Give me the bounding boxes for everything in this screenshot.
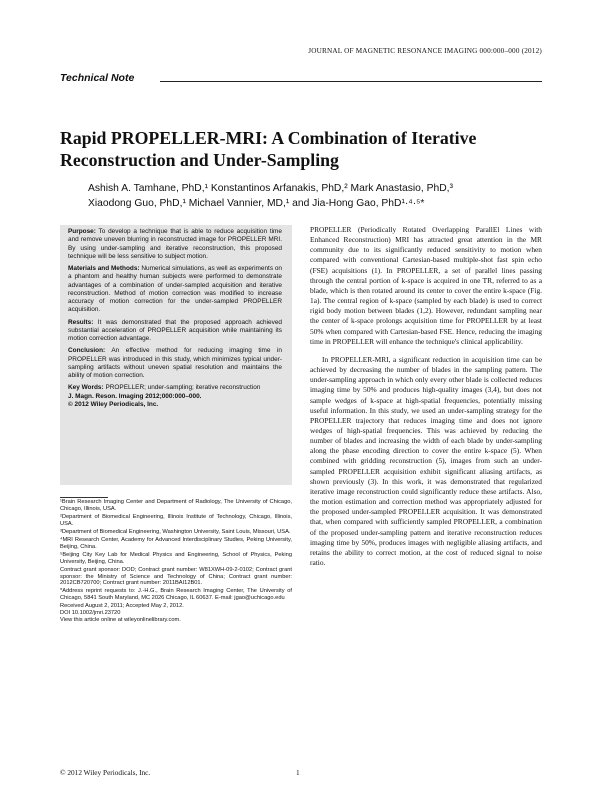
conclusion-label: Conclusion: [68,347,106,355]
conclusion-text: An effective method for reducing imaging time in PROPELLER was introduced in this study, which minimizes typical under-sampling artifacts without uneven spatial resolution and maintains the ability of motion correction. [68,347,282,379]
footnote: ¹Brain Research Imaging Center and Department of Radiology, The University of Chicago, Chicago, Illinois, USA. [60,499,292,512]
section-label: Technical Note [60,72,135,84]
abstract-copyright: © 2012 Wiley Periodicals, Inc. [68,400,159,408]
abstract-methods [68,265,282,315]
page-number: 1 [296,768,300,777]
abstract-keywords [68,384,282,392]
author-line-1: Ashish A. Tamhane, PhD,¹ Konstantinos Arfanakis, PhD,² Mark Anastasio, PhD,³ [88,183,453,194]
footnote: Received August 2, 2011; Accepted May 2, 2012. [60,603,184,610]
purpose-label: Purpose: [68,228,96,235]
journal-header: JOURNAL OF MAGNETIC RESONANCE IMAGING 000:000–000 (2012) [308,47,542,55]
keywords-text: PROPELLER; under-sampling; iterative reconstruction [105,384,261,392]
abstract-box [60,225,292,485]
abstract-results [68,319,282,344]
results-text: It was demonstrated that the proposed approach achieved substantial acceleration of PROPELLER acquisition while maintaining its motion correction advantage. [68,318,282,342]
author-line-2: Xiaodong Guo, PhD,¹ Michael Vannier, MD,¹ and Jia-Hong Gao, PhD¹·⁴·⁵* [88,198,425,209]
methods-label: Materials and Methods: [68,265,140,272]
footnote: ²Department of Biomedical Engineering, Illinois Institute of Technology, Chicago, Illinois, USA. [60,513,292,527]
footnotes [60,499,292,624]
header-rule [160,81,542,82]
footnote: ³Department of Biomedical Engineering, Washington University, Saint Louis, Missouri, USA. [60,528,291,535]
abstract-purpose [68,228,282,261]
footer-copyright: © 2012 Wiley Periodicals, Inc. [60,768,151,777]
footnote: ⁵Beijing City Key Lab for Medical Physics and Engineering, School of Physics, Peking University, Beijing, China. [60,551,292,565]
footnote-rule [60,497,108,498]
body-paragraph-2: In PROPELLER-MRI, a significant reduction in acquisition time can be achieved by decreasing the number of blades in the sampling pattern. The under-sampling approach in which only every other blade is collected reduces imaging time by 50% and produces high-quality images (3,4), but does not sample wedges of k-space at high-spatial frequencies, potentially missing useful information. In this study, we used an under-sampling strategy for the PROPELLER trajectory that reduces imaging time and does not ignore wedges of high-spatial frequencies. This was achieved by reducing the number of blades and increasing the width of each blade by under-sampling along the phase encoding direction to cover the entire k-space (5). When combined with gridding reconstruction (5), images from such an under-sampled PROPELLER acquisition exhibit significant aliasing artifacts, as shown previously (3). In this work, it was demonstrated that regularized iterative image reconstruction could significantly reduce these artifacts. Also, the motion estimation and correction method was appropriately adjusted for the proposed under-sampled PROPELLER acquisition. It was demonstrated that, when compared with sufficiently sampled PROPELLER, a combination of the proposed under-sampling pattern and iterative reconstruction reduces imaging time by 50%, produces images with negligible aliasing artifacts, and retains the ability to correct motion, at the cost of reduced signal to noise ratio. [310,354,542,567]
methods-text: Numerical simulations, as well as experiments on a phantom and healthy human subjects were performed to demonstrate advantages of a combination of under-sampled acquisition and iterative reconstruction. Method of motion correction was modified to increase accuracy of motion correction for the under-sampled PROPELLER acquisition. [68,265,282,314]
purpose-text: To develop a technique that is able to reduce acquisition time and remove uneven blurring in reconstructed image for PROPELLER MRI. By using under-sampling and iterative reconstruction, this proposed technique will be less sensitive to subject motion. [68,228,282,260]
keywords-label: Key Words: [68,384,104,392]
footnote: Contract grant sponsor: DOD; Contract grant number: W81XWH-09-2-0102; Contract grant sponsor: the Ministry of Science and Technology of China; Contract grant number: 2012CB720700; Contract grant number: 2011BAI12B01. [60,566,292,587]
author-list [88,181,558,211]
abstract-conclusion [68,347,282,380]
results-label: Results: [68,318,94,326]
body-paragraph-1: PROPELLER (Periodically Rotated Overlapping ParallEl Lines with Enhanced Reconstruction) MRI has attracted great attention in the MR community due to its significantly reduced sensitivity to motion when compared with conventional Cartesian-based multiple-shot fast spin echo (FSE) acquisitions (1). In PROPELLER, a set of parallel lines passing through the central portion of k-space is acquired in one TR, referred to as a blade, which is then rotated around its center to cover the entire k-space (Fig. 1a). The central region of k-space (sampled by each blade) is used to correct rigid body motion between blades (1,2). However, redundant sampling near the center of k-space prolongs acquisition time for PROPELLER by at least 50% when compared with Cartesian-based FSE. Hence, reducing the imaging time in PROPELLER will enhance the technique's clinical applicability. [310,225,542,346]
footnote: View this article online at wileyonlinelibrary.com. [60,617,181,624]
footnote: *Address reprint requests to: J.-H.G., Brain Research Imaging Center, The University of Chicago, 5841 South Maryland, MC 2026 Chicago, IL 60637. E-mail: jgao@uchicago.edu [60,588,292,602]
footnote: DOI 10.1002/jmri.23720 [60,610,121,617]
citation: J. Magn. Reson. Imaging 2012;000:000–000. [68,392,202,400]
body-text [310,225,542,576]
footnote: ⁴MRI Research Center, Academy for Advanced Interdisciplinary Studies, Peking University, Beijing, China. [60,536,292,550]
article-title: Rapid PROPELLER-MRI: A Combination of Iterative Reconstruction and Under-Sampling [60,128,477,170]
